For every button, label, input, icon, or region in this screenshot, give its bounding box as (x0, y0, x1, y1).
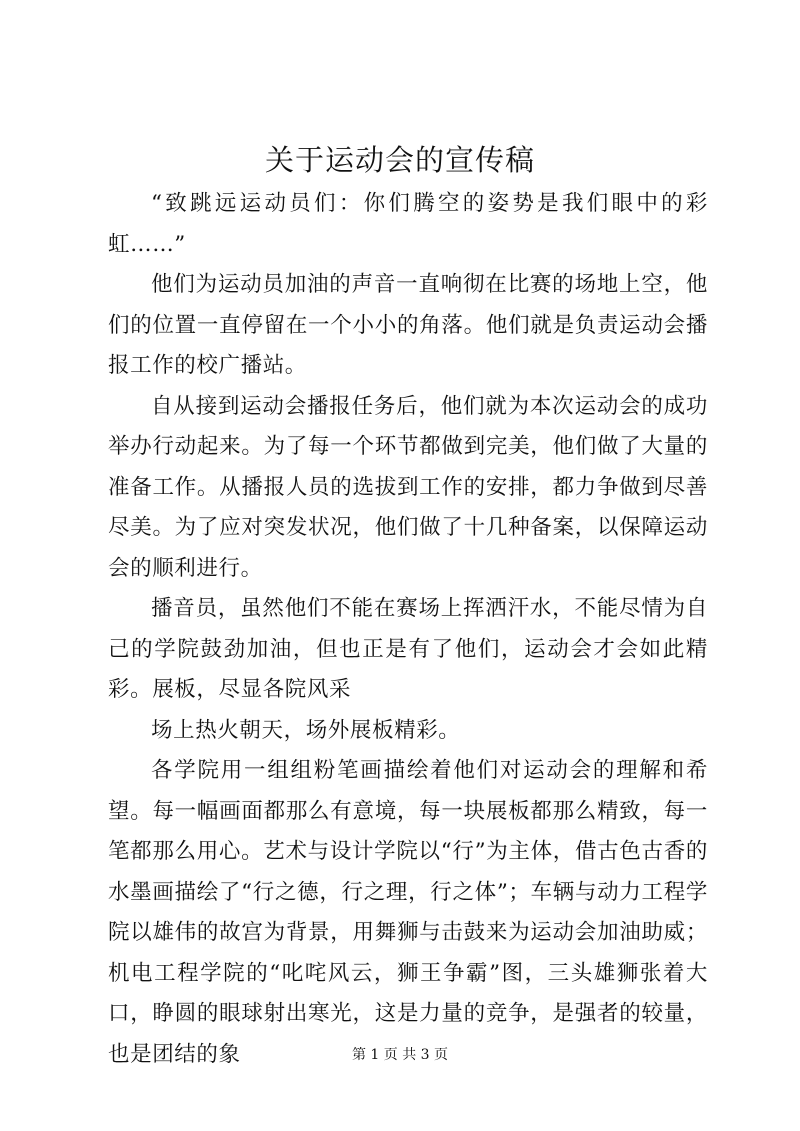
paragraph-2: 他们为运动员加油的声音一直响彻在比赛的场地上空，他们的位置一直停留在一个小小的角落。他们就是负责运动会播报工作的校广播站。 (108, 272, 708, 378)
document-title: 关于运动会的宣传稿 (264, 143, 535, 177)
paragraph-4: 播音员，虽然他们不能在赛场上挥洒汗水，不能尽情为自己的学院鼓劲加油，但也正是有了他们，运动会才会如此精彩。展板，尽显各院风采 (108, 596, 708, 702)
paragraph-5: 场上热火朝天，场外展板精彩。 (151, 717, 461, 743)
paragraph-3: 自从接到运动会播报任务后，他们就为本次运动会的成功举办行动起来。为了每一个环节都做到完美，他们做了大量的准备工作。从播报人员的选拔到工作的安排，都力争做到尽善尽美。为了应对突发状况，他们做了十几种备案，以保障运动会的顺利进行。 (108, 393, 708, 581)
page-number-footer: 第 1 页 共 3 页 (351, 1047, 449, 1063)
paragraph-6: 各学院用一组组粉笔画描绘着他们对运动会的理解和希望。每一幅画面都那么有意境，每一块展板都那么精致，每一笔都那么用心。艺术与设计学院以“行”为主体，借古色古香的水墨画描绘了“行之德，行之理，行之体”；车辆与动力工程学院以雄伟的故宫为背景，用舞狮与击鼓来为运动会加油助威；机电工程学院的“叱咤风云，狮王争霸”图，三头雄狮张着大口，睁圆的眼球射出寒光，这是力量的竞争，是强者的较量，也是团结的象 (108, 758, 708, 1067)
paragraph-1: “致跳远运动员们：你们腾空的姿势是我们眼中的彩虹……” (108, 191, 708, 257)
document-body (108, 184, 708, 1075)
